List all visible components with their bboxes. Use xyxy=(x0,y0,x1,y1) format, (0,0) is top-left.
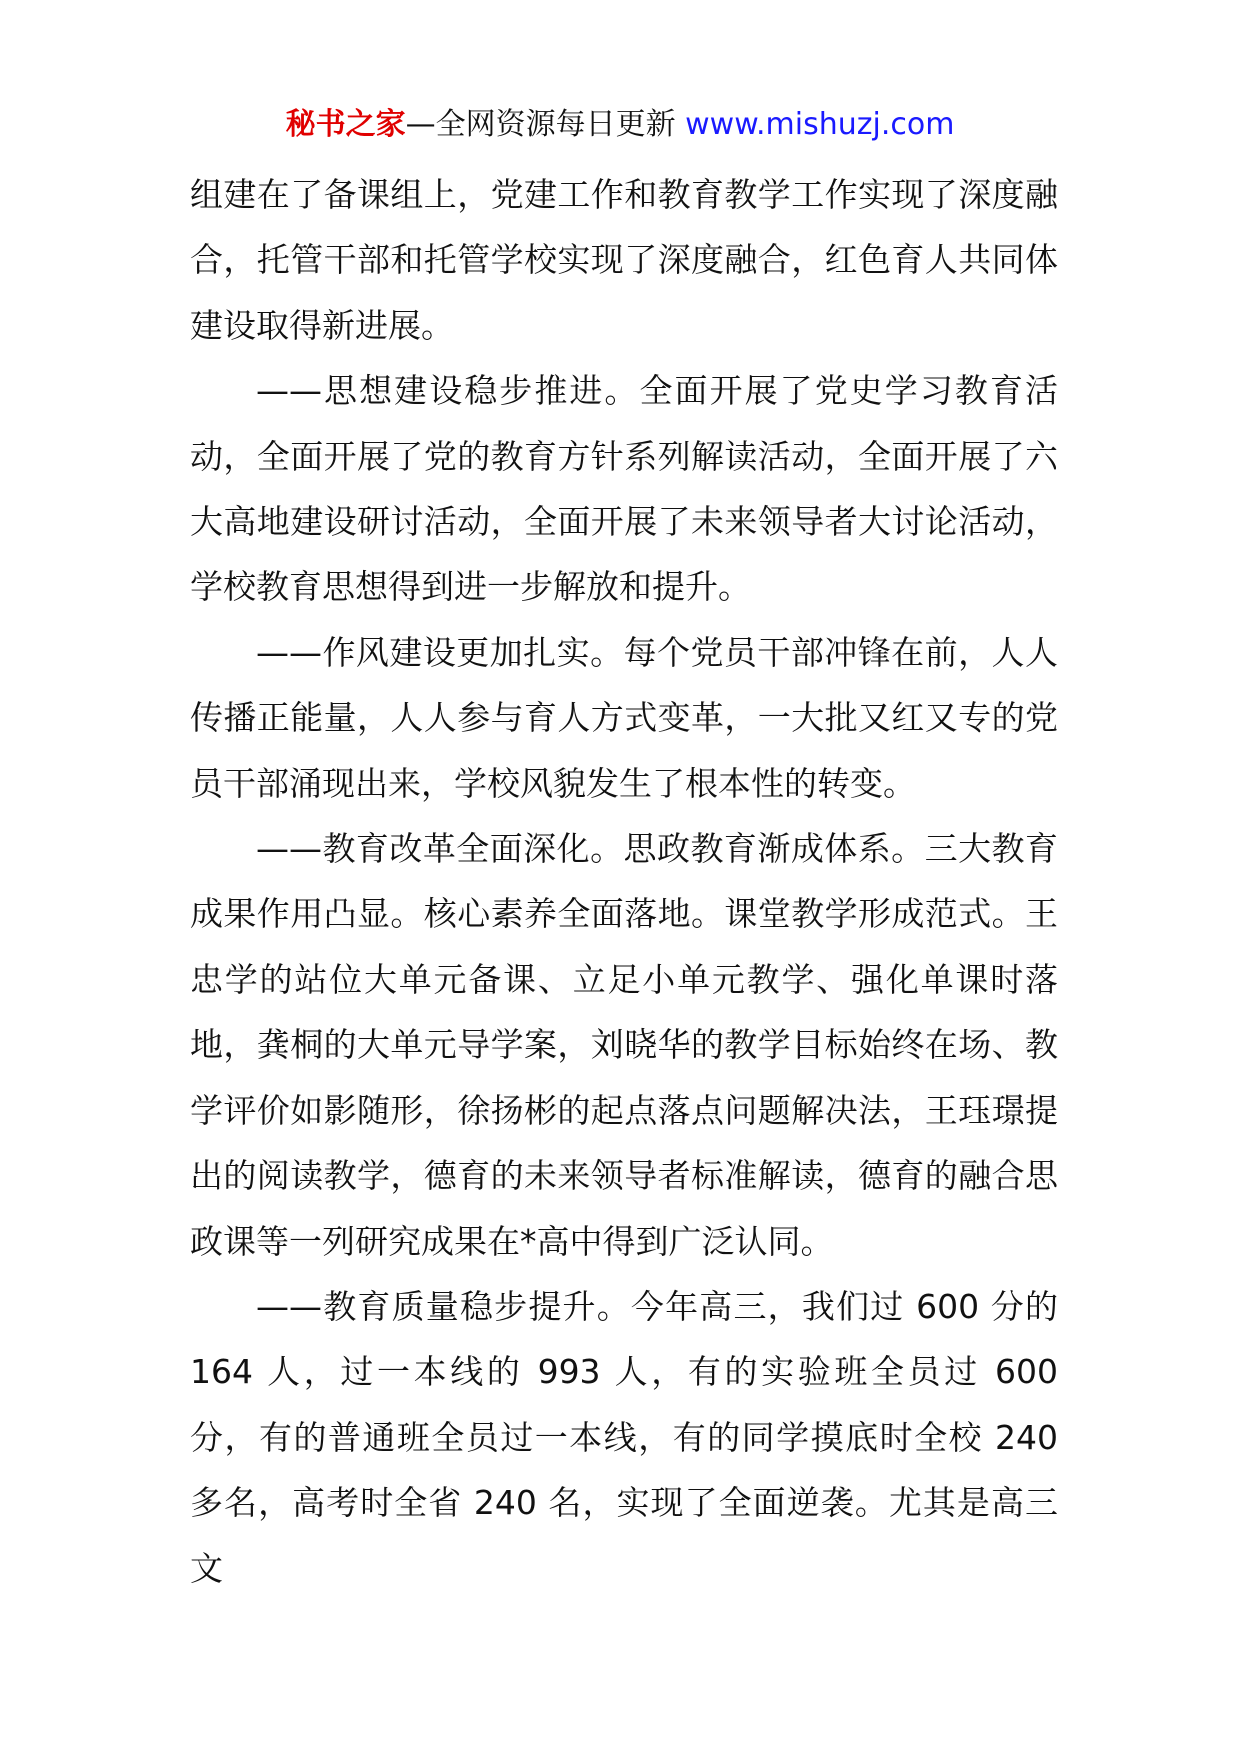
header-url-link[interactable]: www.mishuzj.com xyxy=(685,107,955,142)
paragraph: 组建在了备课组上，党建工作和教育教学工作实现了深度融合，托管干部和托管学校实现了深度融合，红色育人共同体建设取得新进展。 xyxy=(190,175,1058,345)
paragraph: ——教育质量稳步提升。今年高三，我们过 600 分的 164 人，过一本线的 993 人，有的实验班全员过 600 分，有的普通班全员过一本线，有的同学摸底时全校 240 多名，高考时全省 240 名，实现了全面逆袭。尤其是高三文 xyxy=(190,1286,1058,1588)
page-header xyxy=(0,103,1240,147)
document-body xyxy=(190,162,1058,1601)
paragraph: ——思想建设稳步推进。全面开展了党史学习教育活动，全面开展了党的教育方针系列解读活动，全面开展了六大高地建设研讨活动，全面开展了未来领导者大讨论活动，学校教育思想得到进一步解放和提升。 xyxy=(190,371,1058,607)
header-tagline: —全网资源每日更新 xyxy=(405,107,686,142)
header-brand: 秘书之家 xyxy=(285,107,406,142)
paragraph: ——作风建设更加扎实。每个党员干部冲锋在前，人人传播正能量，人人参与育人方式变革，一大批又红又专的党员干部涌现出来，学校风貌发生了根本性的转变。 xyxy=(190,632,1058,803)
paragraph: ——教育改革全面深化。思政教育渐成体系。三大教育成果作用凸显。核心素养全面落地。课堂教学形成范式。王忠学的站位大单元备课、立足小单元教学、强化单课时落地，龚桐的大单元导学案，刘晓华的教学目标始终在场、教学评价如影随形，徐扬彬的起点落点问题解决法，王珏璟提出的阅读教学，德育的未来领导者标准解读，德育的融合思政课等一列研究成果在*高中得到广泛认同。 xyxy=(190,829,1058,1261)
